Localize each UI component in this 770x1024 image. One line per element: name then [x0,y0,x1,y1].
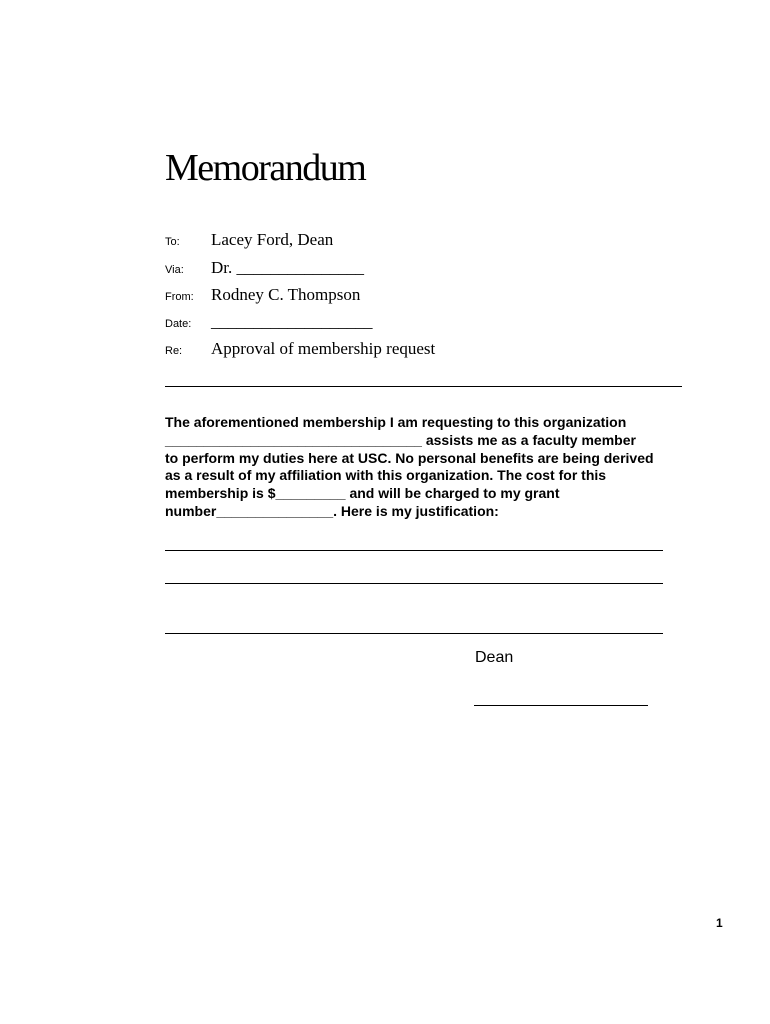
field-label-via: Via: [165,264,184,276]
justification-line-3 [165,633,663,634]
body-line: _________________________________ assists me as a faculty member [165,431,636,448]
body-line: membership is $_________ and will be charged to my grant [165,485,560,502]
field-value-re: Approval of membership request [211,339,436,358]
field-label-re: Re: [165,345,183,357]
field-value-to: Lacey Ford, Dean [211,230,334,249]
justification-line-1 [165,550,663,551]
field-value-from: Rodney C. Thompson [211,285,361,304]
body-line: number_______________. Here is my justification: [165,502,499,519]
signature-label: Dean [475,649,514,666]
page-number: 1 [716,916,723,930]
body-line: as a result of my affiliation with this organization. The cost for this [165,467,607,484]
field-value-via: Dr. _______________ [211,258,364,277]
body-line: The aforementioned membership I am requesting to this organization [165,414,627,430]
body-line: to perform my duties here at USC. No personal benefits are being derived [165,449,654,466]
field-value-date: ___________________ [211,312,373,331]
justification-line-2 [165,583,663,584]
memo-title: Memorandum [165,147,366,189]
field-label-date: Date: [165,318,192,330]
memo-body [165,414,685,521]
signature-line [474,705,648,706]
header-divider [165,386,682,387]
field-label-to: To: [165,236,180,248]
field-label-from: From: [165,291,194,303]
